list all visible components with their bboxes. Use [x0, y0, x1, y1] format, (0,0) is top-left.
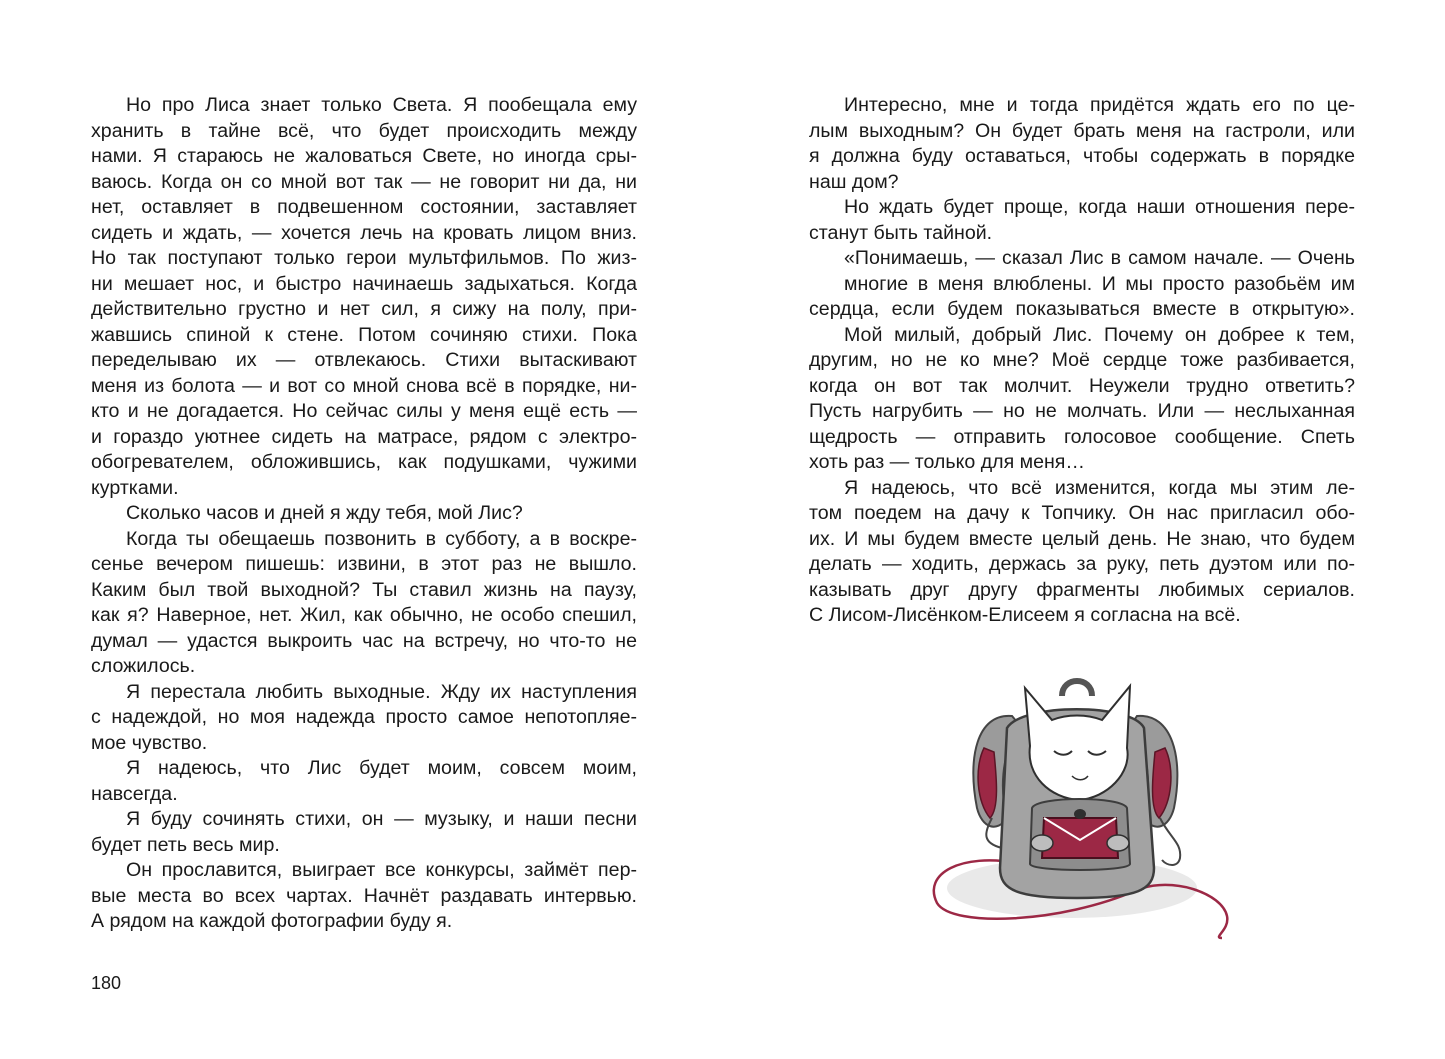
- text-line: казывать друг другу фрагменты любимых сериалов.: [809, 578, 1355, 601]
- text-line: сенье вечером пишешь: извини, в этот раз не вышло.: [91, 553, 637, 575]
- text-line: когда он вот так молчит. Неужели трудно ответить?: [809, 374, 1355, 397]
- text-line: и гораздо уютнее сидеть на матрасе, рядом с электро-: [91, 425, 637, 448]
- fox-nose: [1074, 809, 1086, 819]
- text-line: навсегда.: [91, 782, 178, 805]
- text-line: Но ждать будет проще, когда наши отношения пере-: [844, 196, 1355, 218]
- text-line: С Лисом-Лисёнком-Елисеем я согласна на всё.: [809, 604, 1241, 626]
- text-line: куртками.: [91, 476, 179, 499]
- text-line: делать — ходить, держась за руку, петь дуэтом или по-: [809, 553, 1355, 575]
- text-line: Я надеюсь, что Лис будет моим, совсем моим,: [126, 757, 637, 779]
- page-number: 180: [91, 973, 122, 993]
- text-line: переделываю их — отвлекаюсь. Стихи вытаскивают: [91, 349, 637, 371]
- text-line: хоть раз — только для меня…: [809, 451, 1086, 473]
- text-line: мое чувство.: [91, 731, 208, 754]
- text-line: я должна буду оставаться, чтобы содержать в порядке: [809, 145, 1355, 167]
- text-line: ни мешает нос, и быстро начинаешь задыхаться. Когда: [91, 272, 637, 295]
- text-line: меня из болота — и вот со мной снова всё в порядке, ни-: [91, 374, 637, 397]
- text-line: Сколько часов и дней я жду тебя, мой Лис?: [126, 502, 523, 524]
- text-line: Но так поступают только герои мультфильмов. По жиз-: [91, 247, 637, 269]
- text-line: их. И мы будем вместе целый день. Не знаю, что будем: [809, 527, 1355, 550]
- fox-paw-left: [1031, 835, 1053, 851]
- text-line: лым выходным? Он будет брать меня на гастроли, или: [809, 119, 1355, 142]
- right-text-column: [809, 93, 1355, 629]
- text-line: щедрость — отправить голосовое сообщение. Спеть: [809, 425, 1355, 448]
- text-line: будет петь весь мир.: [91, 833, 280, 856]
- text-line: Мой милый, добрый Лис. Почему он добрее к тем,: [844, 323, 1355, 346]
- text-line: сидеть и ждать, — хочется лечь на кровать лицом вниз.: [91, 221, 637, 244]
- fox-head: [1025, 686, 1130, 800]
- text-line: том поедем на дачу к Топчику. Он нас пригласил обо-: [809, 502, 1355, 524]
- text-line: вые места во всех чартах. Начнёт раздавать интервью.: [91, 884, 637, 907]
- text-line: нами. Я стараюсь не жаловаться Свете, но иногда сры-: [91, 145, 637, 167]
- text-line: как я? Наверное, нет. Жил, как обычно, не особо спешил,: [91, 604, 637, 626]
- text-line: Я надеюсь, что всё изменится, когда мы этим ле-: [844, 476, 1355, 499]
- text-line: ваюсь. Когда он со мной вот так — не говорит ни да, ни: [91, 170, 637, 193]
- left-text-column: [91, 93, 637, 935]
- text-line: обогревателем, обложившись, как подушками, чужими: [91, 451, 637, 473]
- text-line: Я буду сочинять стихи, он — музыку, и наши песни: [126, 808, 637, 830]
- text-line: «Понимаешь, — сказал Лис в самом начале. — Очень: [844, 247, 1355, 269]
- strap-cord-right: [1160, 818, 1180, 865]
- text-line: Он прославится, выиграет все конкурсы, займёт пер-: [126, 859, 637, 881]
- text-line: сердца, если будем показываться вместе в открытую».: [809, 298, 1355, 320]
- text-line: думал — удастся выкроить час на встречу, но что-то не: [91, 629, 637, 652]
- backpack-handle: [1062, 681, 1092, 696]
- text-line: А рядом на каждой фотографии буду я.: [91, 910, 453, 932]
- text-line: многие в меня влюблены. И мы просто разобьём им: [844, 272, 1355, 295]
- text-line: Интересно, мне и тогда придётся ждать его по це-: [844, 94, 1355, 116]
- text-line: нет, оставляет в подвешенном состоянии, заставляет: [91, 196, 637, 218]
- text-line: Пусть нагрубить — но не молчать. Или — неслыханная: [809, 400, 1355, 422]
- text-line: Каким был твой выходной? Ты ставил жизнь на паузу,: [91, 578, 637, 601]
- fox-paw-right: [1107, 835, 1129, 851]
- text-line: действительно грустно и нет сил, я сижу на полу, при-: [91, 298, 637, 320]
- text-line: с надеждой, но моя надежда просто самое непотопляе-: [91, 706, 637, 728]
- text-line: Я перестала любить выходные. Жду их наступления: [126, 680, 637, 703]
- text-line: наш дом?: [809, 170, 899, 193]
- text-line: хранить в тайне всё, что будет происходить между: [91, 119, 637, 142]
- text-line: жавшись спиной к стене. Потом сочиняю стихи. Пока: [91, 323, 637, 346]
- text-line: кто и не догадается. Но сейчас силы у меня ещё есть —: [91, 400, 637, 422]
- left-page: [0, 0, 722, 1059]
- fox-backpack-illustration: [922, 668, 1242, 948]
- right-page: [722, 0, 1445, 1059]
- text-line: станут быть тайной.: [809, 221, 993, 244]
- text-line: другим, но не ко мне? Моё сердце тоже разбивается,: [809, 349, 1355, 371]
- text-line: Но про Лиса знает только Света. Я пообещала ему: [126, 94, 637, 116]
- text-line: Когда ты обещаешь позвонить в субботу, а в воскре-: [126, 527, 637, 550]
- text-line: сложилось.: [91, 655, 196, 677]
